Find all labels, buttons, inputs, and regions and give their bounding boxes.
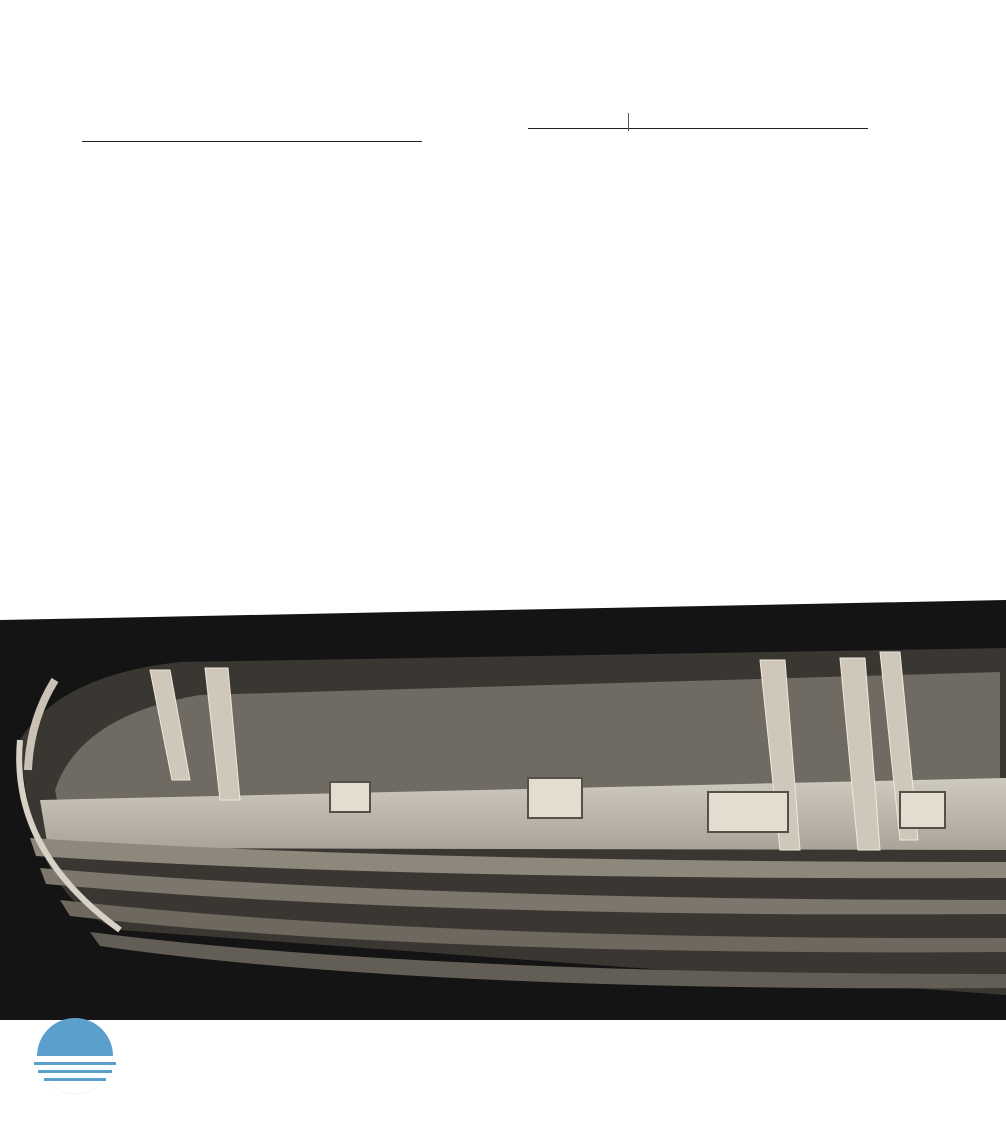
sun-logo-icon [0,980,160,1132]
section-heading-middle-gundeck [82,140,422,142]
section-heading-upper-gundeck [528,127,868,129]
ship-model-photo [0,600,1006,1020]
left-column [8,103,423,161]
right-column [456,103,869,149]
